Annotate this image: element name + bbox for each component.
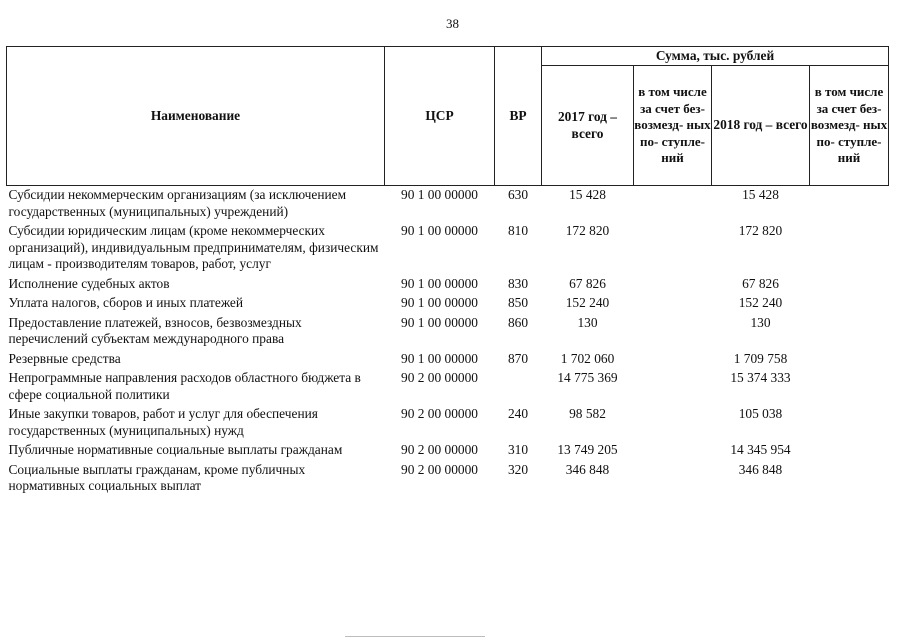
row-csr: 90 1 00 00000: [401, 350, 478, 366]
row-name: Резервные средства: [8, 350, 121, 366]
row-2017-total: 346 848: [565, 461, 610, 477]
row-csr: 90 2 00 00000: [401, 461, 478, 477]
row-name: Иные закупки товаров, работ и услуг для обеспечения государственных (муниципальных) нужд: [8, 406, 318, 438]
row-vr: 850: [507, 295, 529, 310]
row-name: Субсидии некоммерческим организациям (за исключением государственных (муниципальных) учреждений): [8, 187, 347, 219]
row-2017-total: 152 240: [565, 295, 610, 310]
header-2018-total: 2018 год – всего: [712, 66, 810, 186]
row-2018-total: 130: [750, 314, 771, 330]
row-vr: 310: [507, 442, 529, 457]
row-2017-gratuitous: [634, 461, 712, 497]
footer-divider: [345, 636, 485, 637]
header-2017-total: 2017 год – всего: [542, 66, 634, 186]
row-vr: 810: [507, 223, 529, 238]
row-2017-total: 98 582: [569, 406, 606, 421]
row-2017-total: 13 749 205: [557, 442, 618, 457]
table-row: [7, 369, 889, 405]
row-2017-gratuitous: [634, 275, 712, 295]
row-2018-gratuitous: [810, 441, 889, 461]
row-csr: 90 2 00 00000: [401, 370, 478, 385]
row-csr: 90 2 00 00000: [401, 406, 478, 421]
row-name: Непрограммные направления расходов областного бюджета в сфере социальной политики: [8, 370, 361, 402]
header-2017-gratuitous: в том числе за счет без- возмезд- ных по- ступле- ний: [634, 66, 712, 186]
row-name: Социальные выплаты гражданам, кроме публичных нормативных социальных выплат: [8, 461, 306, 493]
row-2017-gratuitous: [634, 405, 712, 441]
row-csr: 90 1 00 00000: [401, 275, 478, 291]
table-row: [7, 441, 889, 461]
row-2017-total: 67 826: [569, 275, 606, 291]
table-row: [7, 314, 889, 350]
header-row-top: [7, 47, 889, 66]
row-2017-gratuitous: [634, 369, 712, 405]
row-2017-gratuitous: [634, 294, 712, 314]
row-csr: 90 1 00 00000: [401, 314, 478, 330]
row-2017-total: 1 702 060: [560, 350, 615, 366]
row-2018-total: 152 240: [738, 295, 783, 310]
row-2018-gratuitous: [810, 186, 889, 223]
row-name: Исполнение судебных актов: [8, 275, 170, 291]
table-row: [7, 461, 889, 497]
row-vr: 870: [507, 350, 529, 366]
row-csr: 90 1 00 00000: [401, 187, 478, 202]
row-2018-gratuitous: [810, 369, 889, 405]
row-vr: [495, 369, 542, 405]
header-csr: ЦСР: [385, 47, 495, 186]
header-name: Наименование: [7, 47, 385, 186]
row-2017-gratuitous: [634, 441, 712, 461]
row-name: Уплата налогов, сборов и иных платежей: [8, 295, 244, 310]
table-header: [7, 47, 889, 186]
row-2017-gratuitous: [634, 186, 712, 223]
row-2017-total: 14 775 369: [557, 370, 618, 385]
row-2017-total: 130: [577, 314, 598, 330]
row-2018-total: 1 709 758: [733, 350, 788, 366]
row-2018-total: 172 820: [738, 223, 783, 238]
row-2018-gratuitous: [810, 314, 889, 350]
row-2018-gratuitous: [810, 405, 889, 441]
row-2017-gratuitous: [634, 350, 712, 370]
row-vr: 830: [507, 275, 529, 291]
table-row: [7, 350, 889, 370]
budget-table: [6, 46, 889, 497]
table-row: [7, 275, 889, 295]
row-2018-gratuitous: [810, 275, 889, 295]
row-2018-total: 14 345 954: [730, 442, 791, 457]
row-csr: 90 2 00 00000: [401, 442, 478, 457]
table-row: [7, 405, 889, 441]
row-name: Предоставление платежей, взносов, безвозмездных перечислений субъектам международного права: [8, 314, 302, 346]
header-2018-gratuitous: в том числе за счет без- возмезд- ных по- ступле- ний: [810, 66, 889, 186]
header-sum-group: Сумма, тыс. рублей: [542, 47, 889, 66]
row-2017-gratuitous: [634, 222, 712, 275]
row-2018-total: 67 826: [742, 275, 779, 291]
row-2018-gratuitous: [810, 294, 889, 314]
table-body: [7, 186, 889, 497]
row-2018-gratuitous: [810, 461, 889, 497]
table-row: [7, 222, 889, 275]
header-vr: ВР: [495, 47, 542, 186]
row-name: Публичные нормативные социальные выплаты гражданам: [8, 442, 343, 457]
row-2018-gratuitous: [810, 222, 889, 275]
row-name: Субсидии юридическим лицам (кроме некоммерческих организаций), индивидуальным предпринимателям, физическим лицам - производителям товаров, работ, услуг: [8, 223, 379, 271]
row-2017-total: 15 428: [569, 187, 606, 202]
row-2018-total: 15 428: [742, 187, 779, 202]
row-vr: 240: [507, 406, 529, 421]
row-csr: 90 1 00 00000: [401, 295, 478, 310]
row-2017-total: 172 820: [565, 223, 610, 238]
page-number: 38: [446, 16, 459, 31]
row-2018-gratuitous: [810, 350, 889, 370]
row-2018-total: 105 038: [738, 406, 783, 421]
row-2017-gratuitous: [634, 314, 712, 350]
row-vr: 860: [507, 314, 529, 330]
row-csr: 90 1 00 00000: [401, 223, 478, 238]
table-row: [7, 186, 889, 223]
row-vr: 320: [507, 461, 529, 477]
row-vr: 630: [507, 187, 529, 202]
row-2018-total: 346 848: [738, 461, 783, 477]
table-row: [7, 294, 889, 314]
row-2018-total: 15 374 333: [730, 370, 791, 385]
